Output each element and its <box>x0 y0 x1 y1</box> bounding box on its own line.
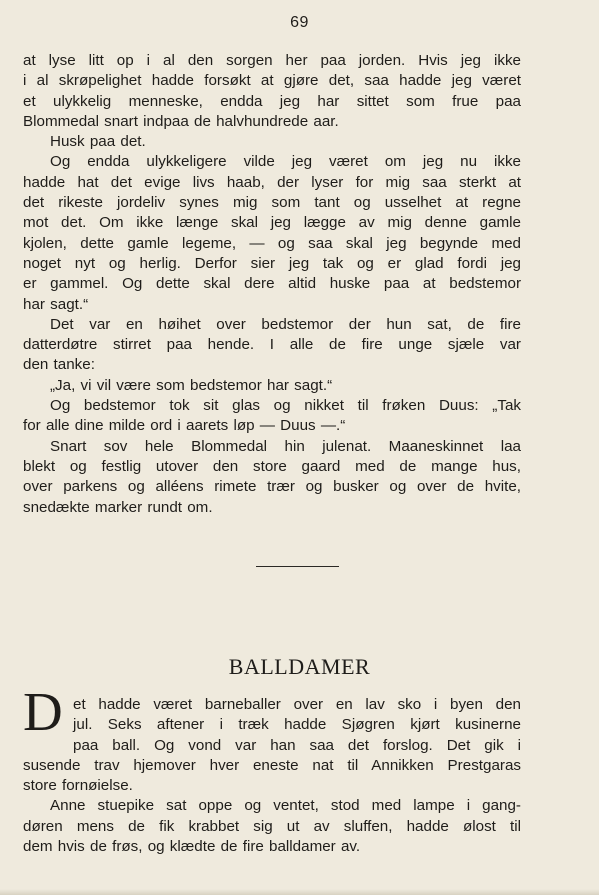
section-divider <box>256 566 339 567</box>
text-line: susende trav hjemover hver eneste nat til Annikken Prestgaras <box>23 756 521 774</box>
text-line: døren mens de fik krabbet sig ut av sluffen, hadde ølost til <box>23 817 521 835</box>
text-line: for alle dine milde ord i aarets løp — Duus —.“ <box>23 417 346 435</box>
text-line: kjolen, dette gamle legeme, — og saa skal jeg begynde med <box>23 234 521 252</box>
text-line: et ulykkelig menneske, endda jeg har sittet som frue paa <box>23 92 521 110</box>
text-line: store fornøielse. <box>23 777 133 795</box>
text-line: Og endda ulykkeligere vilde jeg været om jeg nu ikke <box>50 153 521 171</box>
text-line: et hadde været barneballer over en lav sko i byen den <box>73 696 521 713</box>
text-line: i al skrøpelighet hadde forsøkt at gjøre det, saa hadde jeg været <box>23 72 521 90</box>
text-line: det rikeste jordeliv synes mig som tant og usselhet at regne <box>23 194 521 212</box>
text-line: paa ball. Og vond var han saa det forslog. Det gik i <box>73 736 521 754</box>
text-line: Anne stuepike sat oppe og ventet, stod med lampe i gang- <box>50 797 521 815</box>
text-line: den tanke: <box>23 356 95 374</box>
text-line: over parkens og alléens rimete trær og busker og over de hvite, <box>23 478 521 496</box>
drop-cap: D <box>23 681 63 742</box>
text-line: Og bedstemor tok sit glas og nikket til frøken Duus: „Tak <box>50 397 521 415</box>
text-line: jul. Seks aftener i træk hadde Sjøgren kjørt kusinerne <box>73 716 521 734</box>
text-line: er gammel. Og dette skal dere altid huske paa at bedstemor <box>23 275 521 293</box>
page-number: 69 <box>290 14 309 31</box>
text-line: at lyse litt op i al den sorgen her paa jorden. Hvis jeg ikke <box>23 52 521 69</box>
text-line: „Ja, vi vil være som bedstemor har sagt.“ <box>50 376 333 394</box>
text-line: Husk paa det. <box>50 133 146 151</box>
text-line: har sagt.“ <box>23 295 89 313</box>
page-edge <box>0 889 599 895</box>
text-line: blekt og festlig utover den store gaard med de mange hus, <box>23 457 521 475</box>
text-line: mot det. Om ikke længe skal jeg lægge av mig denne gamle <box>23 214 521 232</box>
text-line: Det var en høihet over bedstemor der hun sat, de fire <box>50 315 521 333</box>
section-text <box>23 695 521 857</box>
text-line: hadde hat det evige livs haab, der lyser for mig saa sterkt at <box>23 173 521 191</box>
body-text <box>23 51 521 518</box>
section-title: BALLDAMER <box>228 654 371 679</box>
text-line: noget nyt og herlig. Derfor sier jeg tak og er glad fordi jeg <box>23 254 521 272</box>
text-line: datterdøtre stirret paa hende. I alle de fire unge sjæle var <box>23 336 521 354</box>
text-line: dem hvis de frøs, og klædte de fire balldamer av. <box>23 838 361 856</box>
text-line: Blommedal snart indpaa de halvhundrede aar. <box>23 112 339 130</box>
text-line: Snart sov hele Blommedal hin julenat. Maaneskinnet laa <box>50 437 521 455</box>
text-line: snedækte marker rundt om. <box>23 498 213 516</box>
